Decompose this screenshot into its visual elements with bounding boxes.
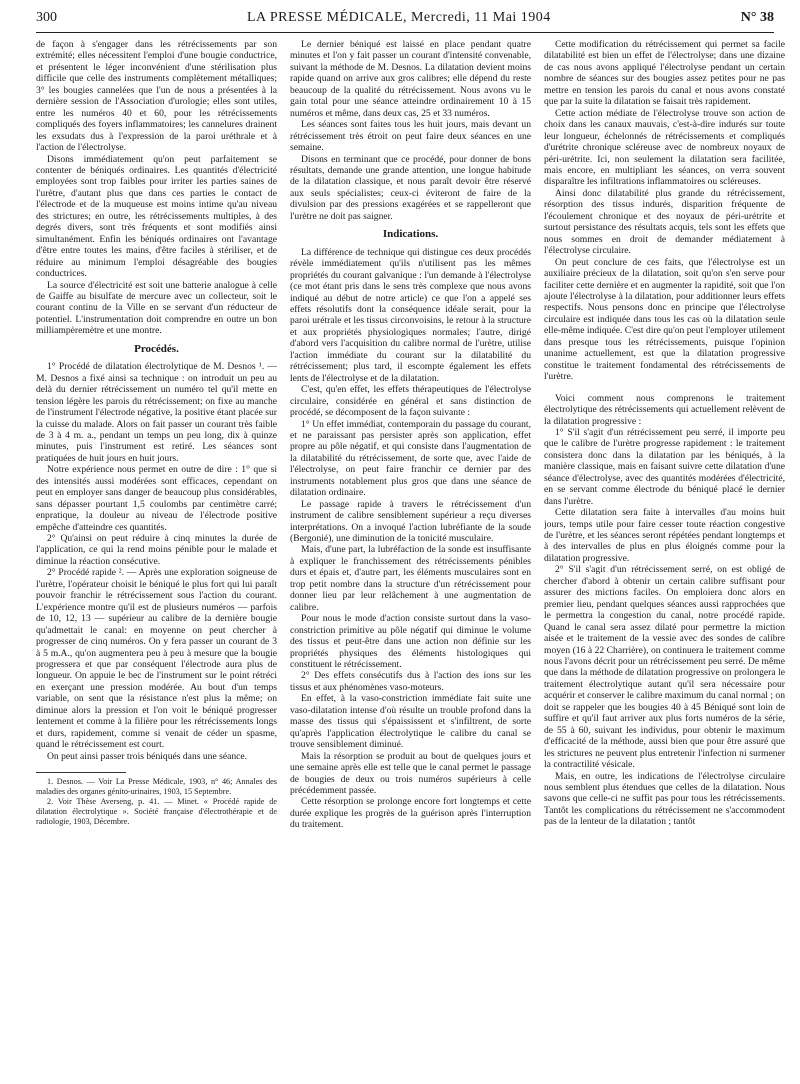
section-heading-indications: Indications. [382, 228, 439, 241]
footnote-1: 1. Desnos. — Voir La Presse Médicale, 1903, n° 46; Annales des maladies des organes génito-urinaires, 1903, 15 Septembre. [36, 777, 277, 797]
section-heading-procedes: Procédés. [134, 342, 179, 355]
paragraph: de façon à s'engager dans les rétrécissements par son extrémité; elles nécessitent l'emploi d'une bougie conductrice, et présentent le léger inconvénient d'une stérilisation plus difficile que celle des instruments complètement métalliques; 3° les bougies cannelées que l'un de nous a présentées à la dernière session de l'Association d'urologie; elles sont utiles, entre les numéros 40 et 60, pour les rétrécissements compliqués des foyers inflammatoires; les cannelures drainent les exsudats dus à l'expression de la paroi uréthrale et à l'action de l'électrolyse. [36, 39, 277, 154]
paragraph: Notre expérience nous permet en outre de dire : 1° que si des intensités aussi modérées sont efficaces, cependant on peut en employer sans danger de beaucoup plus considérables, sans dépasser pourtant 1,5 coulombs par centimètre carré; enpratique, la douleur au niveau de l'électrode positive empêche d'atteindre ces quantités. [36, 464, 277, 533]
paragraph: Mais, en outre, les indications de l'électrolyse circulaire nous semblent plus étendues que celles de la dilatation. Nous savons que celle-ci ne suffit pas pour tous les rétrécissements. Tantôt les complications du rétrécissement ne s'accommodent pas de la lenteur de la dilatation ; tantôt [544, 770, 785, 828]
journal-title: LA PRESSE MÉDICALE, Mercredi, 11 Mai 1904 [246, 10, 551, 25]
paragraph: Disons en terminant que ce procédé, pour donner de bons résultats, demande une grande attention, une longue habitude de la dilatation classique, et nous paraît devoir être réservé aux seuls spécialistes; ceux-ci éviteront de faire de la divulsion par des pressions exagérées et se rappelleront que l'urètre ne doit pas saigner. [290, 153, 531, 222]
page-header [36, 10, 774, 33]
paragraph: Le dernier béniqué est laissé en place pendant quatre minutes et l'on y fait passer un courant d'intensité convenable, suivant la méthode de M. Desnos. La dilatation devient moins rapide quand on arrive aux gros calibres; elle dépend du reste beaucoup de la qualité du rétrécissement. Nous avons vu le gain total pour une séance atteindre ordinairement 10 à 15 numéros et même, dans deux cas, 25 et 33 numéros. [290, 39, 531, 119]
paragraph: 2° Qu'ainsi on peut réduire à cinq minutes la durée de l'application, ce qui la rend moins pénible pour le malade et diminue la réaction consécutive. [36, 533, 277, 567]
footnote-2: 2. Voir Thèse Averseng, p. 41. — Minet. « Procédé rapide de dilatation électrolytique ». Société française d'électrothérapie et de radiologie, 1903, Décembre. [36, 797, 277, 827]
footnote-divider [36, 772, 126, 773]
paragraph: Mais, d'une part, la lubréfaction de la sonde est insuffisante à expliquer le franchissement des rétrécissements pénibles durs et épais et, d'autre part, les éléments musculaires sont en trop petit nombre dans la structure d'un rétrécissement pour donner lieu par leur relâchement à une augmentation de calibre. [290, 544, 531, 613]
paragraph: 2° Procédé rapide ². — Après une exploration soigneuse de l'urètre, l'opérateur choisit le béniqué le plus fort qui lui paraît pouvoir franchir le rétrécissement sous l'action du courant. L'expérience montre qu'il est de plusieurs numéros — parfois de 10, 12, 13 — supérieur au calibre de la dernière bougie qu'admettait le canal: en moyenne on peut chercher à progresser de cinq numéros. On y fera passer un courant de 3 à 5 m.A., qu'on augmentera peu à peu à mesure que la bougie progressera et que par conséquent l'électrode aura plus de longueur. On appuie le bec de l'instrument sur le point rétréci en exerçant une pression modérée. Au bout d'un temps variable, on sent que la résistance n'est plus la même; on diminue alors la pression et l'on voit le béniqué progresser lentement et comme à la filière pour les rétrécissements longs et durs, rapidement, comme si venait de céder un spasme, quand le rétrécissement est court. [36, 567, 277, 751]
paragraph: 1° Procédé de dilatation électrolytique de M. Desnos ¹. — M. Desnos a fixé ainsi sa technique : on introduit un peu au delà du dernier rétrécissement un numéro tel qu'il mette en tension légère les parois du rétrécissement; on fixe au manche de l'instrument l'électrode négative, la positive étant placée sur la cuisse du malade. Alors on fait passer un courant très faible de 3 à 4 m. a., pendant un temps un peu long, dix à quinze minutes, puis l'instrument est retiré. Les séances sont pratiquées de huit jours en huit jours. [36, 361, 277, 464]
paragraph: Les séances sont faites tous les huit jours, mais devant un rétrécissement très étroit on peut faire deux séances en une semaine. [290, 119, 531, 154]
paragraph: Ainsi donc dilatabilité plus grande du rétrécissement, résorption des tissus indurés, disparition fréquente de l'écoulement chronique et des noyaux de péri-urétrite et surtout persistance des résultats acquis, tels sont les effets que nous sommes en droit de demander médiatement à l'électrolyse circulaire. [544, 187, 785, 257]
text-columns [36, 39, 785, 1084]
paragraph: La différence de technique qui distingue ces deux procédés révèle immédiatement qu'ils n'utilisent pas les mêmes propriétés du courant galvanique : l'un demande à l'électrolyse (ce mot étant pris dans le sens très complexe que nous avons indiqué au début de notre article) ce que l'on a appelé ses effets résolutifs dont la conséquence idéale serait, pour la paroi urétrale et les tissus circonvoisins, le retour à la structure et aux propriétés physiologiques normales; l'autre, dirigé d'abord vers l'acquisition du calibre normal de l'urètre, utilise l'action immédiate du courant sur la dilatabilité du rétrécissement; plus tard, il escompte également les effets lents de l'électrolyse et de la dilatation. [290, 246, 531, 384]
paragraph: Le passage rapide à travers le rétrécissement d'un instrument de calibre sensiblement supérieur a reçu diverses interprétations. On a invoqué l'action lubréfiante de la soude (Bergonié), une diminution de la tonicité musculaire. [290, 498, 531, 545]
paragraph: Cette action médiate de l'électrolyse trouve son action de choix dans les canaux mauvais, c'est-à-dire indurés sur toute leur longueur, échelonnés de rétrécissements et compliqués d'urétrite chronique scléreuse avec de nombreux noyaux de péri-urétrite. Ici, non seulement la dilatation sera facilitée, mais encore, en multipliant les séances, on verra souvent disparaître les infiltrations inflammatoires ou scléreuses. [544, 107, 785, 188]
column-1 [36, 39, 277, 1084]
paragraph: Cette modification du rétrécissement qui permet sa facile dilatabilité est bien un effet de l'électrolyse; dans une dizaine de cas nous avons appliqué l'électrolyse pendant un certain nombre de séances sur des bougies assez petites pour ne pas mettre en tension les parois du canal et nous avons constaté que par la suite la dilatation se faisait très rapidement. [544, 39, 785, 108]
paragraph: Voici comment nous comprenons le traitement électrolytique des rétrécissements qui actuellement relèvent de la dilatation progressive : [544, 392, 785, 427]
paragraph: On peut conclure de ces faits, que l'électrolyse est un auxiliaire précieux de la dilatation, soit qu'on s'en serve pour faciliter cette dernière et en augmenter la rapidité, soit que l'on ajoute l'électrolyse à la dilatation, pour additionner leurs effets respectifs. Nous pensons donc en principe que l'électrolyse circulaire est indiquée dans tous les cas où la dilatation seule elle-même indiquée. C'est dire qu'on peut l'employer utilement dans presque tous les rétrécissements, puisque l'opinion unanime actuellement, est que la dilatation progressive constitue le traitement fondamental des rétrécissements de l'urètre. [544, 256, 785, 383]
paragraph: C'est, qu'en effet, les effets thérapeutiques de l'électrolyse circulaire, considérée en général et sans distinction de procédé, se décomposent de la façon suivante : [290, 384, 531, 419]
paragraph: Cette dilatation sera faite à intervalles d'au moins huit jours, temps utile pour faire cesser toute réaction congestive de l'urètre, et les séances seront répétées pendant longtemps et à des intervalles de plus en plus éloignés comme pour la dilatation progressive. [544, 507, 785, 564]
paragraph: Cette résorption se prolonge encore fort longtemps et cette durée explique les progrès de la guérison après l'interruption du traitement. [290, 796, 531, 831]
paragraph: En effet, à la vaso-constriction immédiate fait suite une vaso-dilatation intense d'où résulte un trouble profond dans la masse des tissus qui s'épaississent et s'infiltrent, de sorte qu'après l'application électrolytique le calibre du canal se trouve sensiblement diminué. [290, 693, 531, 751]
paragraph: On peut ainsi passer trois béniqués dans une séance. [47, 750, 248, 762]
paragraph: 1° S'il s'agit d'un rétrécissement peu serré, il importe peu que le calibre de l'urètre progresse rapidement : le traitement consistera donc dans la dilatation par les béniqués, à la manière classique, mais en faisant suivre cette dilatation d'une séance d'électrolyse, avec des quantités modérées d'électricité, en se servant comme électrode du béniqué placé le dernier dans l'urètre. [544, 426, 785, 507]
paragraph: 1° Un effet immédiat, contemporain du passage du courant, et ne paraissant pas persister après son application, effet propre au pôle négatif, et qui consiste dans l'augmentation de la dilatabilité du rétrécissement, de sorte que, avec l'aide de l'électrolyse, on peut faire franchir ce dernier par des instruments notablement plus gros que dans une séance de dilatation ordinaire. [290, 418, 531, 499]
page-number: 300 [36, 10, 57, 25]
column-2 [290, 39, 531, 1084]
spacer [544, 383, 785, 393]
issue-number: N° 38 [740, 10, 774, 25]
paragraph: 2° S'il s'agit d'un rétrécissement serré, on est obligé de chercher d'abord à obtenir un certain calibre suffisant pour assurer des mictions faciles. On emploiera donc alors en premier lieu, pendant quelques séances aussi rapprochées que le permettra la congestion du canal, notre procédé rapide. Quand le canal sera assez dilaté pour permettre la miction aisée et le traitement de la vessie avec des sondes de calibre moyen (16 à 22 Charrière), on continuera le traitement comme nous l'avons décrit pour un rétrécissement peu serré. De même que dans la méthode de dilatation progressive on prolongera le traitement électrolytique autant qu'il sera nécessaire pour acquérir et conserver le calibre maximum du canal normal ; on doit se rappeler que les bougies 40 à 45 Béniqué sont loin de suffire et qu'il faut arriver aux plus forts numéros de la série, de 55 à 60, suivant les individus, pour obtenir le maximum d'efficacité de la méthode, aussi bien que pour être assuré que les strictures ne peuvent plus entretenir l'infection ni surmener la contractilité vésicale. [544, 564, 785, 771]
paragraph: Disons immédiatement qu'on peut parfaitement se contenter de béniqués ordinaires. Les quantités d'électricité employées sont trop faibles pour irriter les parties saines de l'urètre, d'autant plus que dans ces parties le contact de l'électrode et de la muqueuse est moins intime qu'au niveau des strictures; en outre, les rétrécissements multiples, à des degrés divers, sont très fréquents et sont modifiés ainsi simultanément. Enfin les béniqués ordinaires ont l'avantage d'être entre toutes les mains, d'être faciles à stériliser, et de réduire au minimum l'emploi désagréable des bougies conductrices. [36, 153, 277, 280]
paragraph: Mais la résorption se produit au bout de quelques jours et une semaine après elle est telle que le canal permet le passage de bougies de deux ou trois numéros supérieurs à celle précédemment passée. [290, 750, 531, 796]
paragraph: La source d'électricité est soit une batterie analogue à celle de Gaiffe au bisulfate de mercure avec un collecteur, soit le courant continu de la Ville en se servant d'un réducteur de potentiel. L'instrumentation doit comprendre en outre un bon milliampèremètre et une montre. [36, 279, 277, 337]
column-3 [544, 39, 785, 1084]
paragraph: Pour nous le mode d'action consiste surtout dans la vaso-constriction primitive au pôle négatif qui diminue le volume des tissus et peut-être dans une action non définie sur les propriétés physiques des éléments histologiques qui constituent le rétrécissement. [290, 613, 531, 671]
paragraph: 2° Des effets consécutifs dus à l'action des ions sur les tissus et aux phénomènes vaso-moteurs. [290, 670, 531, 693]
